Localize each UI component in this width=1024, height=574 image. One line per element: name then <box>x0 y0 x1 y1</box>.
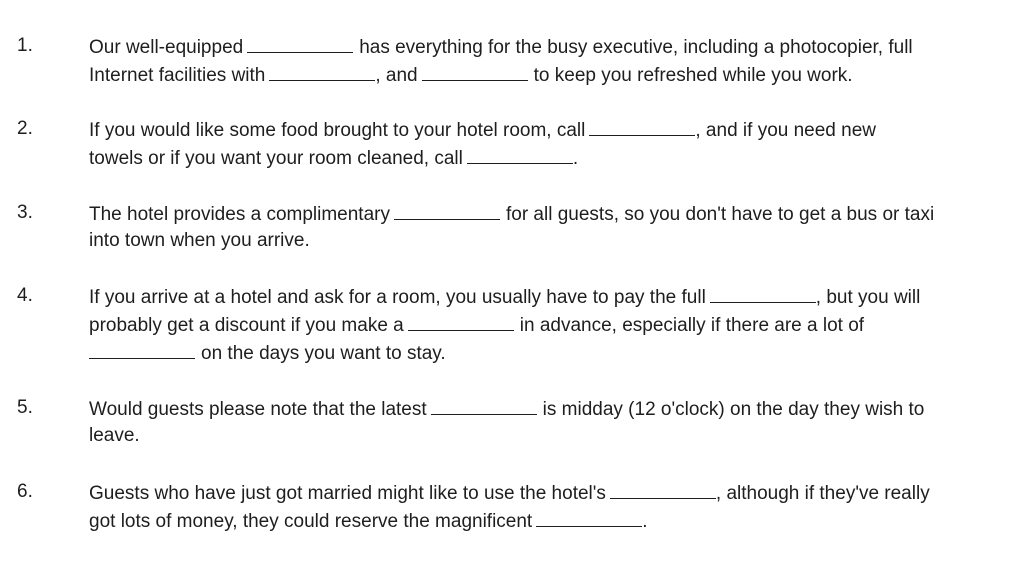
text-line <box>89 143 1014 171</box>
item-text <box>89 115 1014 171</box>
answer-blank[interactable] <box>610 478 716 499</box>
text-segment: on the days you want to stay. <box>201 343 446 364</box>
item-text <box>89 32 1014 88</box>
item-number: 3. <box>17 202 33 223</box>
text-line <box>89 115 1014 143</box>
text-line <box>89 310 1014 338</box>
text-line <box>89 60 1014 88</box>
text-segment: Guests who have just got married might like to use the hotel's <box>89 483 606 504</box>
text-segment: . <box>572 148 579 169</box>
text-segment: , but you will <box>815 287 921 308</box>
answer-blank[interactable] <box>467 143 573 164</box>
answer-blank[interactable] <box>247 32 353 53</box>
exercise-item-4 <box>0 282 1024 364</box>
text-line <box>89 394 1014 422</box>
item-text <box>89 282 1014 366</box>
answer-blank[interactable] <box>394 199 500 220</box>
text-line <box>89 282 1014 310</box>
item-text <box>89 199 1014 255</box>
item-number: 5. <box>17 397 33 418</box>
answer-blank[interactable] <box>431 394 537 415</box>
answer-blank[interactable] <box>536 506 642 527</box>
text-segment: Internet facilities with <box>89 65 266 86</box>
exercise-item-6 <box>0 478 1024 532</box>
text-line <box>89 506 1014 534</box>
text-segment: to keep you refreshed while you work. <box>533 65 853 86</box>
text-segment: in advance, especially if there are a lot of <box>519 315 865 336</box>
item-number: 4. <box>17 285 33 306</box>
text-line <box>89 422 1014 450</box>
text-segment: . <box>642 511 648 532</box>
exercise-item-2 <box>0 115 1024 169</box>
text-segment: The hotel provides a complimentary <box>89 204 390 225</box>
item-text <box>89 394 1014 450</box>
text-segment: into town when you arrive. <box>89 230 310 251</box>
text-segment: probably get a discount if you make a <box>89 315 404 336</box>
text-line <box>89 32 1014 60</box>
answer-blank[interactable] <box>710 282 816 303</box>
text-segment: leave. <box>89 425 140 446</box>
text-segment: Our well-equipped <box>89 37 244 58</box>
text-segment: Would guests please note that the latest <box>89 399 427 420</box>
item-number: 6. <box>17 481 33 502</box>
answer-blank[interactable] <box>269 60 375 81</box>
text-segment: for all guests, so you don't have to get a bus or taxi <box>505 204 935 225</box>
answer-blank[interactable] <box>422 60 528 81</box>
text-segment: got lots of money, they could reserve the magnificent <box>89 511 533 532</box>
text-segment: has everything for the busy executive, including a photocopier, full <box>359 37 913 58</box>
item-text <box>89 478 1014 534</box>
item-number: 2. <box>17 118 33 139</box>
text-line <box>89 199 1014 227</box>
answer-blank[interactable] <box>408 310 514 331</box>
text-line <box>89 478 1014 506</box>
exercise-item-5 <box>0 394 1024 446</box>
text-segment: , although if they've really <box>715 483 930 504</box>
text-segment: If you arrive at a hotel and ask for a room, you usually have to pay the full <box>89 287 706 308</box>
exercise-item-3 <box>0 199 1024 251</box>
text-segment: , and <box>375 65 418 86</box>
text-segment: If you would like some food brought to your hotel room, call <box>89 120 586 141</box>
exercise-item-1 <box>0 32 1024 86</box>
text-line <box>89 338 1014 366</box>
text-segment: is midday (12 o'clock) on the day they wish to <box>542 399 925 420</box>
text-segment: towels or if you want your room cleaned, call <box>89 148 463 169</box>
text-segment: , and if you need new <box>695 120 877 141</box>
item-number: 1. <box>17 35 33 56</box>
answer-blank[interactable] <box>589 115 695 136</box>
answer-blank[interactable] <box>89 338 195 359</box>
text-line <box>89 227 1014 255</box>
